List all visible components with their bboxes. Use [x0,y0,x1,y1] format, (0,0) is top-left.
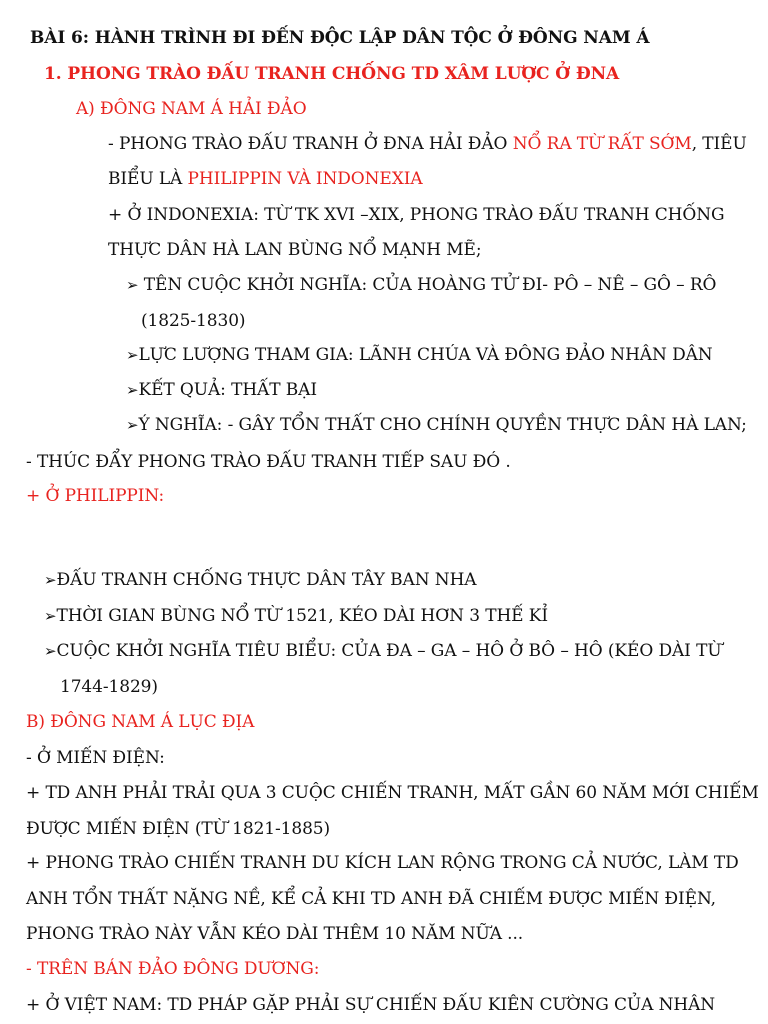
bullet-item [44,568,476,592]
paragraph-line: + PHONG TRÀO CHIẾN TRANH DU KÍCH LAN RỘNG TRONG CẢ NƯỚC, LÀM TD [26,853,739,873]
arrow-bullet-icon: ➢ [44,607,57,625]
paragraph-line: + Ở VIỆT NAM: TD PHÁP GẶP PHẢI SỰ CHIẾN ĐẤU KIÊN CƯỜNG CỦA NHÂN [26,995,716,1015]
paragraph-line: - Ở MIẾN ĐIỆN: [26,748,165,768]
subsection-b-heading: B) ĐÔNG NAM Á LỤC ĐỊA [26,712,255,732]
philippin-heading: + Ở PHILIPPIN: [26,486,165,506]
paragraph-line: ANH TỔN THẤT NẶNG NỀ, KỂ CẢ KHI TD ANH ĐÃ CHIẾM ĐƯỢC MIẾN ĐIỆN, [26,889,716,909]
paragraph-line: + TD ANH PHẢI TRẢI QUA 3 CUỘC CHIẾN TRANH, MẤT GẦN 60 NĂM MỚI CHIẾM [26,783,759,803]
arrow-bullet-icon: ➢ [44,642,57,660]
text-run: - PHONG TRÀO ĐẤU TRANH Ở ĐNA HẢI ĐẢO [108,134,513,154]
bullet-text: THỜI GIAN BÙNG NỔ TỪ 1521, KÉO DÀI HƠN 3 THẾ KỈ [56,606,549,626]
bullet-item [126,413,747,437]
bullet-text: CUỘC KHỞI NGHĨA TIÊU BIỂU: CỦA ĐA – GA – HÔ Ở BÔ – HÔ (KÉO DÀI TỪ [56,641,722,661]
arrow-bullet-icon: ➢ [126,381,139,399]
bullet-item [126,378,317,402]
bullet-item [44,604,548,628]
bullet-text: KẾT QUẢ: THẤT BẠI [138,380,317,400]
arrow-bullet-icon: ➢ [126,416,139,434]
highlight-text: NỔ RA TỪ RẤT SỚM [512,134,692,154]
bullet-item [126,273,716,297]
paragraph-line [108,167,423,191]
arrow-bullet-icon: ➢ [126,346,139,364]
bullet-text: TÊN CUỘC KHỞI NGHĨA: CỦA HOÀNG TỬ ĐI- PÔ – NÊ – GÔ – RÔ [143,275,717,295]
bullet-item [44,639,722,663]
paragraph-line: - THÚC ĐẨY PHONG TRÀO ĐẤU TRANH TIẾP SAU ĐÓ . [26,452,511,472]
page-title: BÀI 6: HÀNH TRÌNH ĐI ĐẾN ĐỘC LẬP DÂN TỘC Ở ĐÔNG NAM Á [30,28,650,48]
bullet-item [126,343,713,367]
highlight-text: PHILIPPIN VÀ INDONEXIA [187,169,423,189]
bullet-text: LỰC LƯỢNG THAM GIA: LÃNH CHÚA VÀ ĐÔNG ĐẢO NHÂN DÂN [138,345,713,365]
text-run: , TIÊU [691,134,747,154]
paragraph-line: THỰC DÂN HÀ LAN BÙNG NỔ MẠNH MẼ; [108,240,482,260]
dong-duong-heading: - TRÊN BÁN ĐẢO ĐÔNG DƯƠNG: [26,959,320,979]
paragraph-line: PHONG TRÀO NÀY VẪN KÉO DÀI THÊM 10 NĂM NỮA ... [26,924,524,944]
bullet-continuation: 1744-1829) [60,677,158,697]
bullet-text: Ý NGHĨA: - GÂY TỔN THẤT CHO CHÍNH QUYỀN THỰC DÂN HÀ LAN; [138,415,747,435]
section-1-heading: 1. PHONG TRÀO ĐẤU TRANH CHỐNG TD XÂM LƯỢC Ở ĐNA [44,64,620,84]
subsection-a-heading: A) ĐÔNG NAM Á HẢI ĐẢO [76,99,307,119]
paragraph-line: ĐƯỢC MIẾN ĐIỆN (TỪ 1821-1885) [26,819,331,839]
bullet-continuation: (1825-1830) [141,311,246,331]
paragraph-line: + Ở INDONEXIA: TỪ TK XVI –XIX, PHONG TRÀO ĐẤU TRANH CHỐNG [108,205,725,225]
paragraph-line [108,132,747,156]
arrow-bullet-icon: ➢ [44,571,57,589]
bullet-text: ĐẤU TRANH CHỐNG THỰC DÂN TÂY BAN NHA [56,570,477,590]
arrow-bullet-icon: ➢ [126,276,139,294]
text-run: BIỂU LÀ [108,169,188,189]
